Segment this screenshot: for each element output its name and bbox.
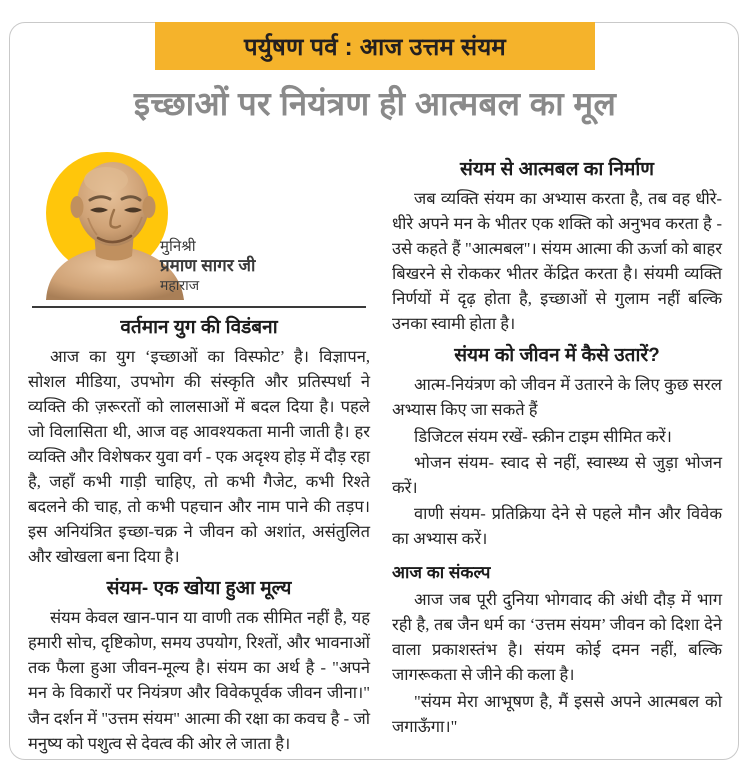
- paragraph: संयम केवल खान-पान या वाणी तक सीमित नहीं है, यह हमारी सोच, दृष्टिकोण, समय उपयोग, रिश्तों, और भावनाओं तक फैला हुआ जीवन-मूल्य है। संयम का अर्थ है - "अपने मन के विकारों पर नियंत्रण और विवेकपूर्वक जीवन जीना।" जैन दर्शन में "उत्तम संयम" आत्मा की रक्षा का कवच है - जो मनुष्य को पशुत्व से देवत्व की ओर ले जाता है।: [28, 608, 370, 753]
- list-item: वाणी संयम- प्रतिक्रिया देने से पहले मौन और विवेक का अभ्यास करें।: [392, 504, 722, 549]
- closing-quote: "संयम मेरा आभूषण है, मैं इससे अपने आत्मबल को जगाऊँगा।": [392, 692, 722, 737]
- section-heading-sanyam-khoya-mulya: संयम- एक खोया हुआ मूल्य: [106, 578, 292, 600]
- paragraph: आज जब पूरी दुनिया भोगवाद की अंधी दौड़ में भाग रही है, तब जैन धर्म का ‘उत्तम संयम’ जीवन को दिशा देने वाला प्रकाशस्तंभ है। संयम कोई दमन नहीं, बल्कि जागरूकता से जीने की कला है।: [392, 589, 722, 684]
- paragraph: आज का युग ‘इच्छाओं का विस्फोट’ है। विज्ञापन, सोशल मीडिया, उपभोग की संस्कृति और प्रतिस्पर्धा ने व्यक्ति की ज़रूरतों को लालसाओं में बदल दिया है। पहले जो विलासिता थी, आज वह आवश्यकता मानी जाती है। हर व्यक्ति और विशेषकर युवा वर्ग - एक अदृश्य होड़ में दौड़ रहा है, जहाँ कभी गाड़ी चाहिए, तो कभी गैजेट, कभी रिश्ते बदलने की चाह, तो कभी पहचान और नाम पाने की तड़प। इस अनियंत्रित इच्छा-चक्र ने जीवन को अशांत, असंतुलित और खोखला बना दिया है।: [28, 346, 370, 567]
- right-column: [392, 150, 722, 741]
- page-title: इच्छाओं पर नियंत्रण ही आत्मबल का मूल: [133, 85, 617, 122]
- section-heading-vartaman-yug: वर्तमान युग की विडंबना: [120, 317, 278, 338]
- banner: [155, 22, 595, 70]
- author-name-block: [160, 238, 370, 294]
- section-heading-kaise-utaren: संयम को जीवन में कैसे उतारें?: [454, 345, 660, 367]
- paragraph: आत्म-नियंत्रण को जीवन में उतारने के लिए कुछ सरल अभ्यास किए जा सकते हैं: [392, 374, 722, 420]
- author-prefix: मुनिश्री: [160, 238, 196, 255]
- list-item: डिजिटल संयम रखें- स्क्रीन टाइम सीमित करें।: [414, 427, 672, 447]
- list-item: भोजन संयम- स्वाद से नहीं, स्वास्थ्य से जुड़ा भोजन करें।: [392, 453, 722, 498]
- author-name: प्रमाण सागर जी: [160, 256, 256, 276]
- author-suffix: महाराज: [160, 277, 200, 294]
- author-divider: [32, 306, 366, 308]
- section-heading-aatmbal-nirman: संयम से आत्मबल का निर्माण: [459, 159, 655, 180]
- banner-title: पर्युषण पर्व : आज उत्तम संयम: [243, 33, 506, 61]
- section-heading-aaj-ka-sankalp: आज का संकल्प: [392, 562, 491, 582]
- author-block: [28, 150, 370, 300]
- paragraph: जब व्यक्ति संयम का अभ्यास करता है, तब वह धीरे-धीरे अपने मन के भीतर एक शक्ति को अनुभव करता है - उसे कहते हैं "आत्मबल"। संयम आत्मा की ऊर्जा को बाहर बिखरने से रोककर भीतर केंद्रित करता है। संयमी व्यक्ति निर्णयों में दृढ़ होता है, इच्छाओं से गुलाम नहीं बल्कि उनका स्वामी होता है।: [392, 188, 722, 334]
- left-column: [28, 150, 370, 758]
